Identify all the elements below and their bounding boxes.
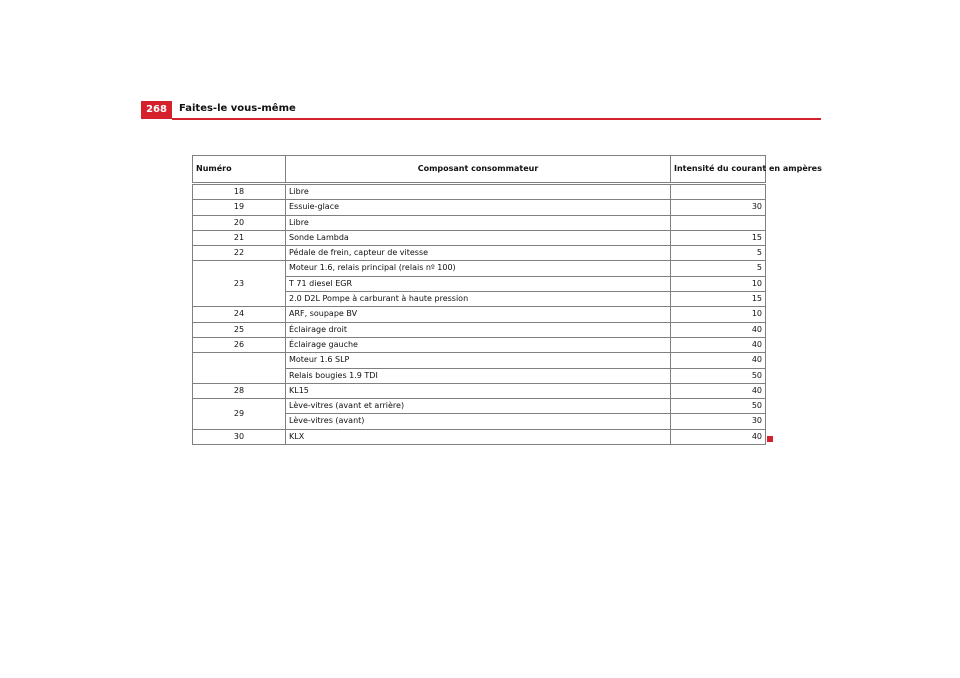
table-row [193,261,766,276]
fuse-number: 26 [193,337,286,352]
table-row [193,399,766,414]
fuse-amperage [671,215,766,230]
fuse-component: Moteur 1.6 SLP [286,353,671,368]
table-row [193,200,766,215]
section-title: Faites-le vous-même [179,103,296,114]
table-row [193,337,766,352]
fuse-amperage: 40 [671,429,766,444]
table-row [193,230,766,245]
fuse-table [192,155,822,445]
end-of-section-marker [767,436,773,442]
fuse-number: 25 [193,322,286,337]
fuse-amperage: 15 [671,292,766,307]
fuse-number: 19 [193,200,286,215]
fuse-component: Sonde Lambda [286,230,671,245]
fuse-component: Éclairage droit [286,322,671,337]
fuse-number: 24 [193,307,286,322]
fuse-component: Moteur 1.6, relais principal (relais nº 100) [286,261,671,276]
table-row [193,353,766,368]
table-row [193,246,766,261]
column-header-amperage: Intensité du courant en ampères [671,156,766,184]
fuse-component: Pédale de frein, capteur de vitesse [286,246,671,261]
fuse-amperage: 10 [671,276,766,291]
fuse-number: 23 [193,261,286,307]
fuse-component: KLX [286,429,671,444]
fuse-component: T 71 diesel EGR [286,276,671,291]
table-row [193,215,766,230]
fuse-component: Libre [286,184,671,200]
fuse-amperage: 50 [671,399,766,414]
fuse-amperage [671,184,766,200]
fuse-amperage: 40 [671,353,766,368]
fuse-number: 30 [193,429,286,444]
fuse-amperage: 30 [671,414,766,429]
fuse-number: 20 [193,215,286,230]
fuse-number: 22 [193,246,286,261]
fuse-component: Essuie-glace [286,200,671,215]
fuse-amperage: 40 [671,337,766,352]
fuse-component: Lève-vitres (avant) [286,414,671,429]
table-row [193,307,766,322]
table-row [193,383,766,398]
fuse-amperage: 10 [671,307,766,322]
table-row [193,322,766,337]
table-row [193,184,766,200]
fuse-number: 29 [193,399,286,430]
table-header-row [193,156,766,184]
column-header-component: Composant consommateur [286,156,671,184]
fuse-component: ARF, soupape BV [286,307,671,322]
fuse-component: Éclairage gauche [286,337,671,352]
table-row [193,429,766,444]
column-header-number: Numéro [193,156,286,184]
fuse-component: 2.0 D2L Pompe à carburant à haute pression [286,292,671,307]
fuse-amperage: 50 [671,368,766,383]
fuse-amperage: 40 [671,383,766,398]
fuse-component: Lève-vitres (avant et arrière) [286,399,671,414]
fuse-number: 28 [193,383,286,398]
fuse-amperage: 30 [671,200,766,215]
fuse-component: Libre [286,215,671,230]
fuse-number: 21 [193,230,286,245]
header-rule [172,118,821,120]
fuse-component: Relais bougies 1.9 TDI [286,368,671,383]
fuse-component: KL15 [286,383,671,398]
fuse-amperage: 40 [671,322,766,337]
fuse-number [193,353,286,384]
fuse-amperage: 15 [671,230,766,245]
fuse-amperage: 5 [671,246,766,261]
fuse-number: 18 [193,184,286,200]
fuse-amperage: 5 [671,261,766,276]
page-header [141,101,821,120]
page-number: 268 [141,101,172,119]
